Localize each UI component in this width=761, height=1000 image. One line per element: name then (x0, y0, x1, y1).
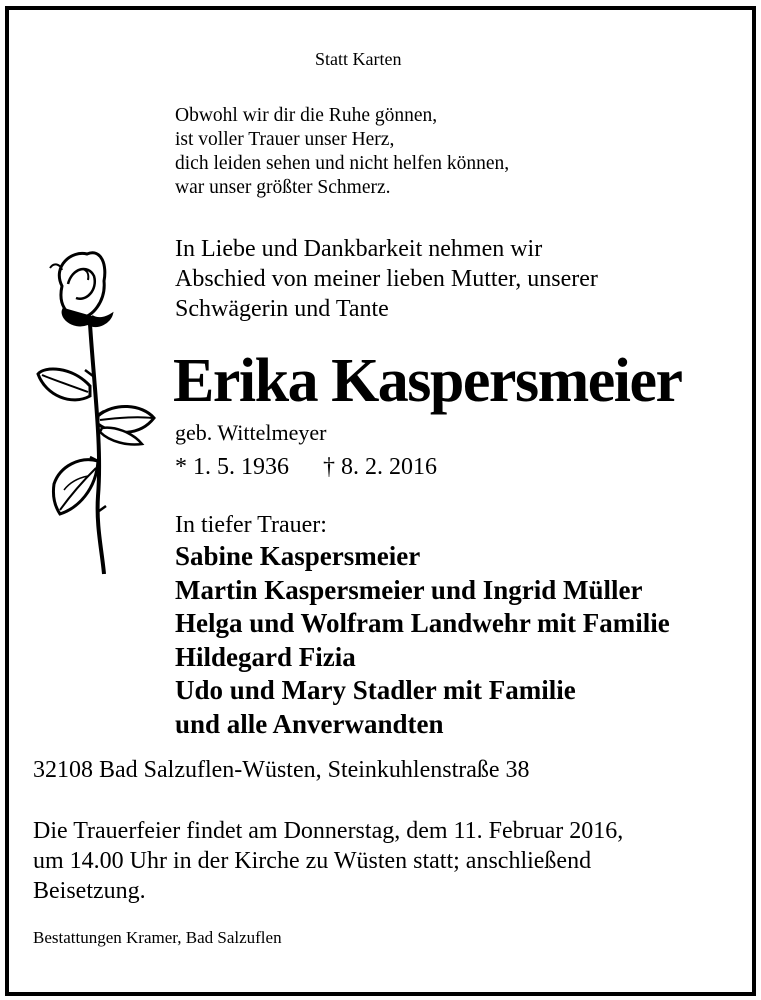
ceremony-info (33, 816, 623, 906)
poem-line: war unser größter Schmerz. (175, 177, 391, 198)
address: 32108 Bad Salzuflen-Wüsten, Steinkuhlenstraße 38 (33, 757, 530, 783)
mourner-name: Sabine Kaspersmeier (175, 541, 421, 571)
intro-text (175, 234, 598, 324)
maiden-name: geb. Wittelmeyer (175, 420, 327, 445)
poem-line: dich leiden sehen und nicht helfen können, (175, 153, 510, 174)
birth-date: * 1. 5. 1936 (175, 454, 289, 480)
statt-karten: Statt Karten (315, 49, 402, 69)
mourner-name: Martin Kaspersmeier und Ingrid Müller (175, 574, 643, 605)
mourners-list (175, 540, 670, 741)
intro-line: Schwägerin und Tante (175, 296, 389, 322)
mourner-name: und alle Anverwandten (175, 708, 444, 739)
mourner-name: Hildegard Fizia (175, 641, 356, 672)
deceased-name: Erika Kaspersmeier (173, 347, 682, 415)
poem-line: Obwohl wir dir die Ruhe gönnen, (175, 105, 438, 126)
death-date: † 8. 2. 2016 (323, 454, 437, 480)
ceremony-line: Die Trauerfeier findet am Donnerstag, dem 11. Februar 2016, (33, 818, 624, 844)
poem (175, 104, 509, 200)
ceremony-line: Beisetzung. (33, 878, 146, 904)
rose-icon (32, 246, 157, 578)
poem-line: ist voller Trauer unser Herz, (175, 129, 395, 150)
mourner-name: Udo und Mary Stadler mit Familie (175, 675, 576, 705)
intro-line: Abschied von meiner lieben Mutter, unserer (175, 266, 598, 292)
mourning-heading: In tiefer Trauer: (175, 512, 327, 538)
intro-line: In Liebe und Dankbarkeit nehmen wir (175, 236, 543, 262)
undertaker: Bestattungen Kramer, Bad Salzuflen (33, 928, 282, 947)
mourner-name: Helga und Wolfram Landwehr mit Familie (175, 608, 670, 638)
life-dates (175, 454, 437, 481)
ceremony-line: um 14.00 Uhr in der Kirche zu Wüsten statt; anschließend (33, 848, 592, 874)
